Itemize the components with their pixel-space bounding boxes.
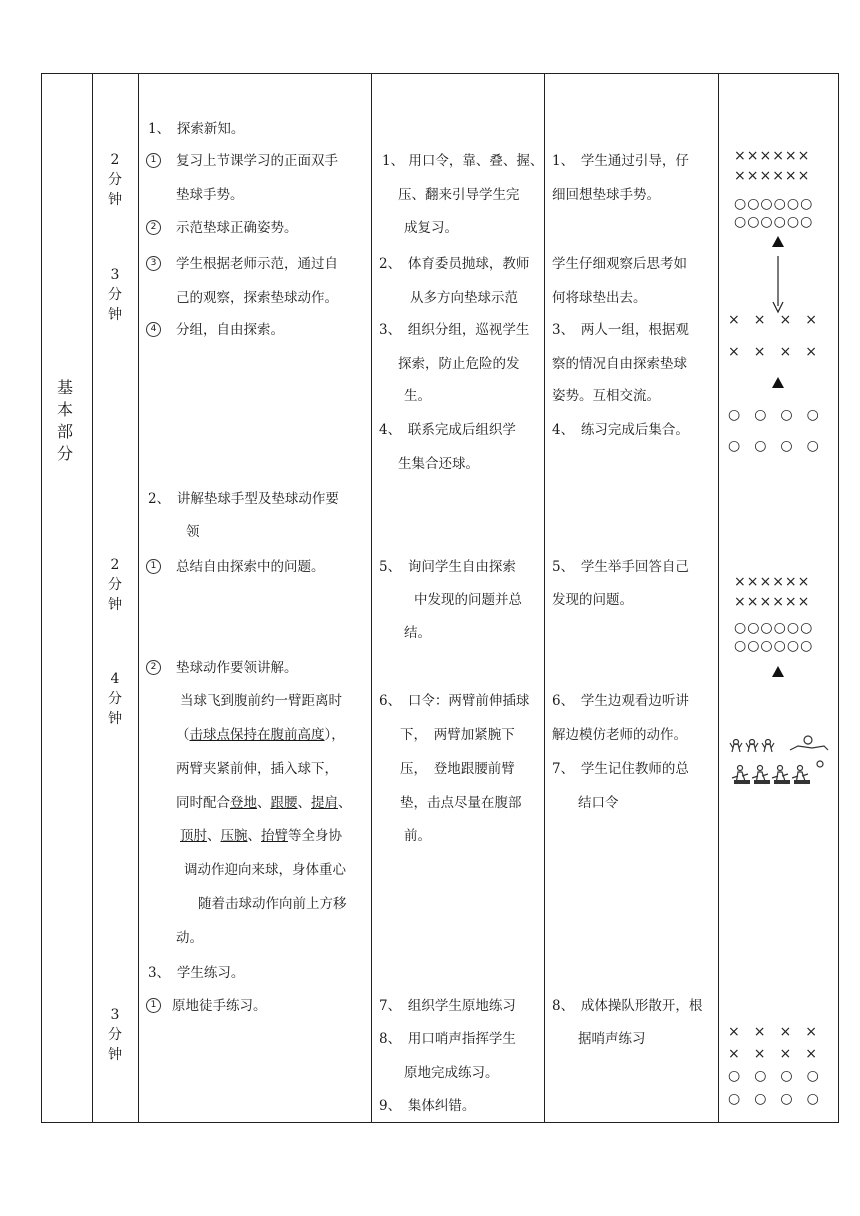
column-divider bbox=[544, 74, 545, 1122]
teacher-line: 生。 bbox=[404, 388, 431, 404]
student-line: 解边模仿老师的动作。 bbox=[552, 727, 687, 743]
content-line: 调动作迎向来球，身体重心 bbox=[184, 862, 346, 878]
circled-number: 2 bbox=[146, 660, 161, 675]
content-line: 动。 bbox=[176, 930, 203, 946]
formation-row: × × × × bbox=[728, 312, 817, 328]
student-line: 姿势。互相交流。 bbox=[552, 388, 660, 404]
student-line: 据哨声练习 bbox=[578, 1031, 646, 1047]
student-line: 3、 两人一组，根据观 bbox=[552, 322, 689, 338]
section-char: 基 bbox=[56, 378, 73, 397]
underlined-term: 登地 bbox=[230, 795, 257, 811]
teacher-line: 压、翻来引导学生完 bbox=[398, 187, 520, 203]
content-line: 原地徒手练习。 bbox=[172, 998, 267, 1014]
text-fragment: 、 bbox=[257, 795, 271, 811]
section-label bbox=[50, 377, 80, 465]
teacher-line: 2、 体育委员抛球，教师 bbox=[379, 256, 530, 272]
teacher-line: 结。 bbox=[404, 625, 431, 641]
formation-row: ×××××× bbox=[734, 574, 811, 590]
teacher-position-icon bbox=[772, 666, 784, 677]
teacher-line: 从多方向垫球示范 bbox=[410, 290, 518, 306]
content-line: 2、 讲解垫球手型及垫球动作要 bbox=[148, 491, 339, 507]
formation-row: ×××××× bbox=[734, 148, 811, 164]
text-fragment: 等全身协 bbox=[288, 828, 342, 844]
content-line bbox=[176, 726, 345, 744]
teacher-line: 3、 组织分组，巡视学生 bbox=[379, 322, 530, 338]
circled-number: 1 bbox=[146, 998, 161, 1013]
formation-row: ○○○○○○ bbox=[734, 196, 814, 212]
column-divider bbox=[718, 74, 719, 1122]
formation-row: ○ ○ ○ ○ bbox=[728, 1091, 819, 1107]
teacher-line: 5、 询问学生自由探索 bbox=[379, 559, 516, 575]
section-char: 本 bbox=[56, 400, 73, 419]
underlined-term: 压腕 bbox=[220, 828, 248, 844]
underlined-term: 提肩 bbox=[311, 795, 338, 811]
teacher-line: 原地完成练习。 bbox=[404, 1065, 499, 1081]
underlined-term: 击球点保持在腹前高度 bbox=[189, 727, 325, 743]
teacher-position-icon bbox=[772, 377, 784, 388]
student-line: 结口令 bbox=[578, 795, 619, 811]
time-digit: 2 bbox=[110, 152, 120, 168]
content-line: 两臂夹紧前伸，插入球下， bbox=[176, 761, 338, 777]
content-line: 复习上节课学习的正面双手 bbox=[176, 153, 338, 169]
content-line: 当球飞到腹前约一臂距离时 bbox=[180, 693, 342, 709]
circled-number: 1 bbox=[146, 153, 161, 168]
time-char: 钟 bbox=[108, 307, 122, 323]
time-label bbox=[100, 669, 130, 729]
formation-row: ○ ○ ○ ○ bbox=[728, 1068, 819, 1084]
student-line: 6、 学生边观看边听讲 bbox=[552, 693, 689, 709]
content-line: 分组，自由探索。 bbox=[176, 322, 284, 338]
content-line: 己的观察，探索垫球动作。 bbox=[176, 290, 338, 306]
time-char: 分 bbox=[108, 691, 122, 707]
text-fragment: ）， bbox=[324, 727, 345, 743]
time-char: 钟 bbox=[108, 1047, 122, 1063]
student-line: 细回想垫球手势。 bbox=[552, 187, 660, 203]
column-divider bbox=[92, 74, 93, 1122]
teacher-position-icon bbox=[772, 236, 784, 247]
time-label bbox=[100, 555, 130, 615]
teacher-line: 成复习。 bbox=[404, 220, 458, 236]
formation-row: ×××××× bbox=[734, 168, 811, 184]
teacher-line: 压， 登地跟腰前臂 bbox=[400, 761, 515, 777]
text-fragment: 、 bbox=[247, 828, 261, 844]
time-digit: 3 bbox=[110, 267, 120, 283]
underlined-term: 跟腰 bbox=[270, 795, 298, 811]
text-fragment: 、 bbox=[338, 795, 352, 811]
teacher-line: 4、 联系完成后组织学 bbox=[379, 422, 516, 438]
formation-row: × × × × bbox=[728, 344, 817, 360]
content-line: 领 bbox=[186, 524, 200, 540]
section-char: 分 bbox=[56, 444, 73, 463]
section-char: 部 bbox=[56, 422, 73, 441]
column-divider bbox=[138, 74, 139, 1122]
formation-row: ○○○○○○ bbox=[734, 214, 814, 230]
student-line: 8、 成体操队形散开，根 bbox=[552, 998, 703, 1014]
time-char: 分 bbox=[108, 172, 122, 188]
teacher-line: 下， 两臂加紧腕下 bbox=[400, 727, 515, 743]
content-line: 垫球动作要领讲解。 bbox=[176, 660, 298, 676]
teacher-line: 垫，击点尽量在腹部 bbox=[400, 795, 522, 811]
text-fragment: 、 bbox=[297, 795, 311, 811]
teacher-line: 1、 用口令，靠、叠、握、 bbox=[382, 153, 544, 169]
time-label bbox=[100, 265, 130, 325]
formation-row: × × × × bbox=[728, 1024, 817, 1040]
time-digit: 2 bbox=[110, 557, 120, 573]
formation-row: ×××××× bbox=[734, 594, 811, 610]
student-line: 4、 练习完成后集合。 bbox=[552, 422, 689, 438]
teacher-line: 探索，防止危险的发 bbox=[398, 356, 520, 372]
student-line: 何将球垫出去。 bbox=[552, 290, 647, 306]
text-fragment: 、 bbox=[207, 828, 221, 844]
teacher-line: 8、 用口哨声指挥学生 bbox=[379, 1031, 516, 1047]
time-digit: 3 bbox=[110, 1007, 120, 1023]
text-fragment: （ bbox=[176, 727, 190, 743]
circled-number: 2 bbox=[146, 220, 161, 235]
time-label bbox=[100, 150, 130, 210]
time-char: 钟 bbox=[108, 192, 122, 208]
student-line: 学生仔细观察后思考如 bbox=[552, 256, 687, 272]
underlined-term: 抬臂 bbox=[261, 828, 288, 844]
teacher-line: 9、 集体纠错。 bbox=[379, 1098, 476, 1114]
content-line: 总结自由探索中的问题。 bbox=[176, 559, 325, 575]
arrow-down-icon bbox=[770, 254, 786, 314]
student-line: 7、 学生记住教师的总 bbox=[552, 761, 689, 777]
teacher-line: 生集合还球。 bbox=[398, 456, 479, 472]
time-char: 分 bbox=[108, 287, 122, 303]
formation-row: ○○○○○○ bbox=[734, 620, 814, 636]
formation-row: × × × × bbox=[728, 1046, 817, 1062]
content-line: 1、 探索新知。 bbox=[148, 121, 245, 137]
student-line: 1、 学生通过引导，仔 bbox=[552, 153, 689, 169]
content-line: 学生根据老师示范，通过自 bbox=[176, 256, 338, 272]
content-line bbox=[180, 827, 342, 845]
content-line: 垫球手势。 bbox=[176, 187, 244, 203]
formation-row: ○ ○ ○ ○ bbox=[728, 407, 819, 423]
content-line: 3、 学生练习。 bbox=[148, 965, 245, 981]
column-divider bbox=[371, 74, 372, 1122]
content-line: 随着击球动作向前上方移 bbox=[198, 896, 347, 912]
content-line bbox=[176, 794, 352, 812]
underlined-term: 顶肘 bbox=[180, 828, 207, 844]
teacher-line: 中发现的问题并总 bbox=[414, 592, 522, 608]
student-line: 察的情况自由探索垫球 bbox=[552, 356, 687, 372]
formation-row: ○ ○ ○ ○ bbox=[728, 438, 819, 454]
teacher-line: 6、 口令：两臂前伸插球 bbox=[379, 693, 530, 709]
volleyball-pass-illustration-icon bbox=[728, 734, 832, 792]
time-char: 分 bbox=[108, 1027, 122, 1043]
text-fragment: 同时配合 bbox=[176, 795, 230, 811]
time-char: 分 bbox=[108, 577, 122, 593]
time-char: 钟 bbox=[108, 711, 122, 727]
content-line: 示范垫球正确姿势。 bbox=[176, 220, 298, 236]
time-char: 钟 bbox=[108, 597, 122, 613]
circled-number: 1 bbox=[146, 559, 161, 574]
teacher-line: 前。 bbox=[404, 828, 431, 844]
student-line: 发现的问题。 bbox=[552, 592, 633, 608]
time-label bbox=[100, 1005, 130, 1065]
time-digit: 4 bbox=[110, 671, 120, 687]
circled-number: 3 bbox=[146, 256, 161, 271]
student-line: 5、 学生举手回答自己 bbox=[552, 559, 689, 575]
teacher-line: 7、 组织学生原地练习 bbox=[379, 998, 516, 1014]
formation-row: ○○○○○○ bbox=[734, 638, 814, 654]
circled-number: 4 bbox=[146, 322, 161, 337]
